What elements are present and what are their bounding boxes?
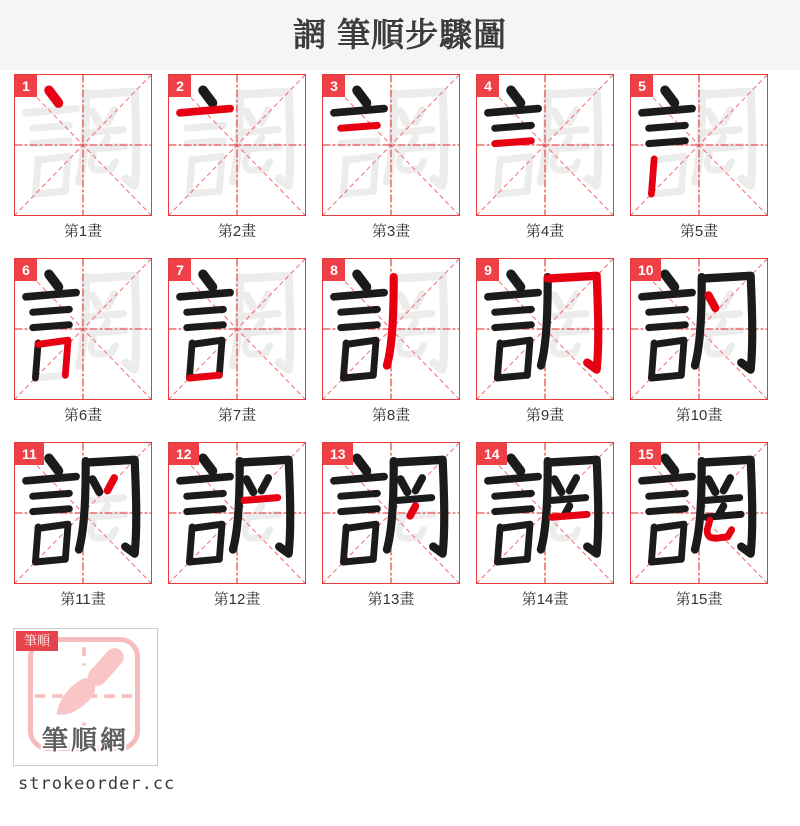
step-number-badge: 11: [15, 443, 44, 465]
stroke-step-1: [14, 74, 152, 241]
step-number-badge: 15: [631, 443, 661, 465]
stroke-cell-8: [322, 258, 460, 400]
stroke-step-15: [630, 442, 768, 609]
step-caption: 第8畫: [371, 407, 411, 424]
stroke-step-3: [322, 74, 460, 241]
step-number-badge: 8: [323, 259, 345, 281]
step-caption: 第13畫: [367, 591, 415, 608]
stroke-cell-7: [168, 258, 306, 400]
stroke-step-5: [630, 74, 768, 241]
stroke-step-2: [168, 74, 306, 241]
stroke-step-7: [168, 258, 306, 425]
stroke-cell-5: [630, 74, 768, 216]
step-caption: 第11畫: [60, 591, 106, 608]
stroke-cell-14: [476, 442, 614, 584]
step-number-badge: 5: [631, 75, 653, 97]
logo-badge: 筆順: [16, 631, 58, 651]
step-number-badge: 2: [169, 75, 191, 97]
stroke-step-10: [630, 258, 768, 425]
stroke-cell-3: [322, 74, 460, 216]
stroke-step-4: [476, 74, 614, 241]
step-caption: 第12畫: [213, 591, 261, 608]
stroke-step-13: [322, 442, 460, 609]
step-number-badge: 4: [477, 75, 499, 97]
site-logo: [13, 628, 158, 766]
step-caption: 第15畫: [675, 591, 723, 608]
stroke-step-8: [322, 258, 460, 425]
step-caption: 第9畫: [525, 407, 565, 424]
stroke-step-9: [476, 258, 614, 425]
stroke-cell-11: [14, 442, 152, 584]
step-number-badge: 10: [631, 259, 661, 281]
stroke-cell-15: [630, 442, 768, 584]
stroke-step-11: [14, 442, 152, 609]
step-caption: 第3畫: [371, 223, 411, 240]
stroke-cell-13: [322, 442, 460, 584]
stroke-cell-4: [476, 74, 614, 216]
step-caption: 第10畫: [675, 407, 723, 424]
stroke-cell-9: [476, 258, 614, 400]
stroke-cell-10: [630, 258, 768, 400]
step-caption: 第4畫: [525, 223, 565, 240]
step-number-badge: 7: [169, 259, 191, 281]
step-number-badge: 12: [169, 443, 199, 465]
step-number-badge: 1: [15, 75, 37, 97]
page-title: 誷 筆順步驟圖: [292, 16, 508, 53]
stroke-cell-12: [168, 442, 306, 584]
step-number-badge: 6: [15, 259, 37, 281]
stroke-order-grid: [14, 74, 768, 609]
stroke-step-14: [476, 442, 614, 609]
stroke-cell-2: [168, 74, 306, 216]
stroke-cell-6: [14, 258, 152, 400]
step-caption: 第6畫: [63, 407, 103, 424]
step-caption: 第1畫: [63, 223, 103, 240]
step-caption: 第7畫: [217, 407, 257, 424]
step-number-badge: 3: [323, 75, 345, 97]
stroke-cell-1: [14, 74, 152, 216]
step-number-badge: 9: [477, 259, 499, 281]
step-number-badge: 14: [477, 443, 507, 465]
step-number-badge: 13: [323, 443, 353, 465]
page-header: [0, 0, 800, 70]
step-caption: 第2畫: [217, 223, 257, 240]
step-caption: 第5畫: [679, 223, 719, 240]
site-url: strokeorder.cc: [18, 774, 176, 794]
logo-site-name: 筆順網: [41, 725, 129, 755]
stroke-step-12: [168, 442, 306, 609]
stroke-step-6: [14, 258, 152, 425]
step-caption: 第14畫: [521, 591, 569, 608]
